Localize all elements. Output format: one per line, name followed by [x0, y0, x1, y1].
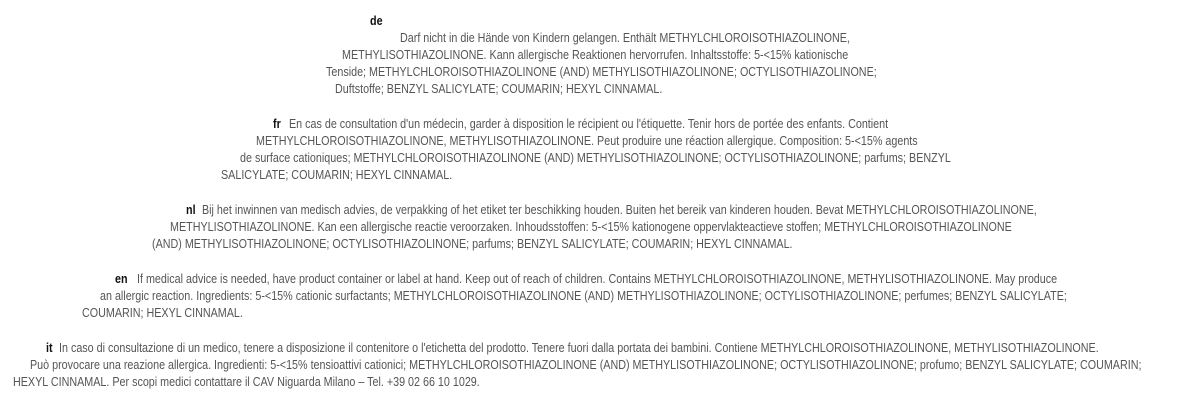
- lang-code-fr: fr: [273, 117, 281, 131]
- text-line-de-3: Tenside; METHYLCHLOROISOTHIAZOLINONE (AND) METHYLISOTHIAZOLINONE; OCTYLISOTHIAZOLINONE;: [326, 65, 877, 79]
- lang-code-nl: nl: [186, 203, 196, 217]
- lang-code-de: de: [370, 14, 383, 28]
- text-line-de-4: Duftstoffe; BENZYL SALICYLATE; COUMARIN; HEXYL CINNAMAL.: [335, 82, 663, 96]
- text-line-en-3: COUMARIN; HEXYL CINNAMAL.: [82, 306, 243, 320]
- text-line-de-1: Darf nicht in die Hände von Kindern gelangen. Enthält METHYLCHLOROISOTHIAZOLINONE,: [400, 31, 850, 45]
- text-line-nl-1: Bij het inwinnen van medisch advies, de verpakking of het etiket ter beschikking houden. Buiten het bereik van kinderen houden. Bevat METHYLCHLOROISOTHIAZOLINONE,: [202, 203, 1037, 217]
- text-line-it-2: Può provocare una reazione allergica. Ingredienti: 5-<15% tensioattivi cationici; METHYLCHLOROISOTHIAZOLINONE (AND) METHYLISOTHIAZOLINONE; OCTYLISOTHIAZOLINONE; profumo; BENZYL SALICYLATE; COUMARIN;: [30, 358, 1142, 372]
- text-line-en-2: an allergic reaction. Ingredients: 5-<15% cationic surfactants; METHYLCHLOROISOTHIAZOLINONE (AND) METHYLISOTHIAZOLINONE; OCTYLISOTHIAZOLINONE; perfumes; BENZYL SALICYLATE;: [100, 289, 1067, 303]
- lang-code-en: en: [115, 272, 128, 286]
- text-line-fr-2: METHYLCHLOROISOTHIAZOLINONE, METHYLISOTHIAZOLINONE. Peut produire une réaction allergique. Composition: 5-<15% agents: [256, 134, 918, 148]
- text-line-it-1: In caso di consultazione di un medico, tenere a disposizione il contenitore o l'etichetta del prodotto. Tenere fuori dalla portata dei bambini. Contiene METHYLCHLOROISOTHIAZOLINONE, METHYLISOTHIAZOLINONE.: [59, 341, 1099, 355]
- text-line-nl-2: METHYLISOTHIAZOLINONE. Kan een allergische reactie veroorzaken. Inhoudsstoffen: 5-<15% kationogene oppervlakteactieve stoffen; METHYLCHLOROISOTHIAZOLINONE: [170, 220, 1012, 234]
- text-line-nl-3: (AND) METHYLISOTHIAZOLINONE; OCTYLISOTHIAZOLINONE; parfums; BENZYL SALICYLATE; COUMARIN; HEXYL CINNAMAL.: [152, 237, 793, 251]
- text-line-fr-3: de surface cationiques; METHYLCHLOROISOTHIAZOLINONE (AND) METHYLISOTHIAZOLINONE; OCTYLISOTHIAZOLINONE; parfums; BENZYL: [240, 151, 951, 165]
- text-line-en-1: If medical advice is needed, have product container or label at hand. Keep out of reach of children. Contains METHYLCHLOROISOTHIAZOLINONE, METHYLISOTHIAZOLINONE. May produce: [137, 272, 1058, 286]
- text-line-de-2: METHYLISOTHIAZOLINONE. Kann allergische Reaktionen hervorrufen. Inhaltsstoffe: 5-<15% kationische: [342, 48, 849, 62]
- lang-code-it: it: [46, 341, 53, 355]
- text-line-it-3: HEXYL CINNAMAL. Per scopi medici contattare il CAV Niguarda Milano – Tel. +39 02 66 10 1029.: [13, 375, 480, 389]
- text-line-fr-1: En cas de consultation d'un médecin, garder à disposition le récipient ou l'étiquette. Tenir hors de portée des enfants. Contient: [289, 117, 889, 131]
- text-line-fr-4: SALICYLATE; COUMARIN; HEXYL CINNAMAL.: [221, 168, 453, 182]
